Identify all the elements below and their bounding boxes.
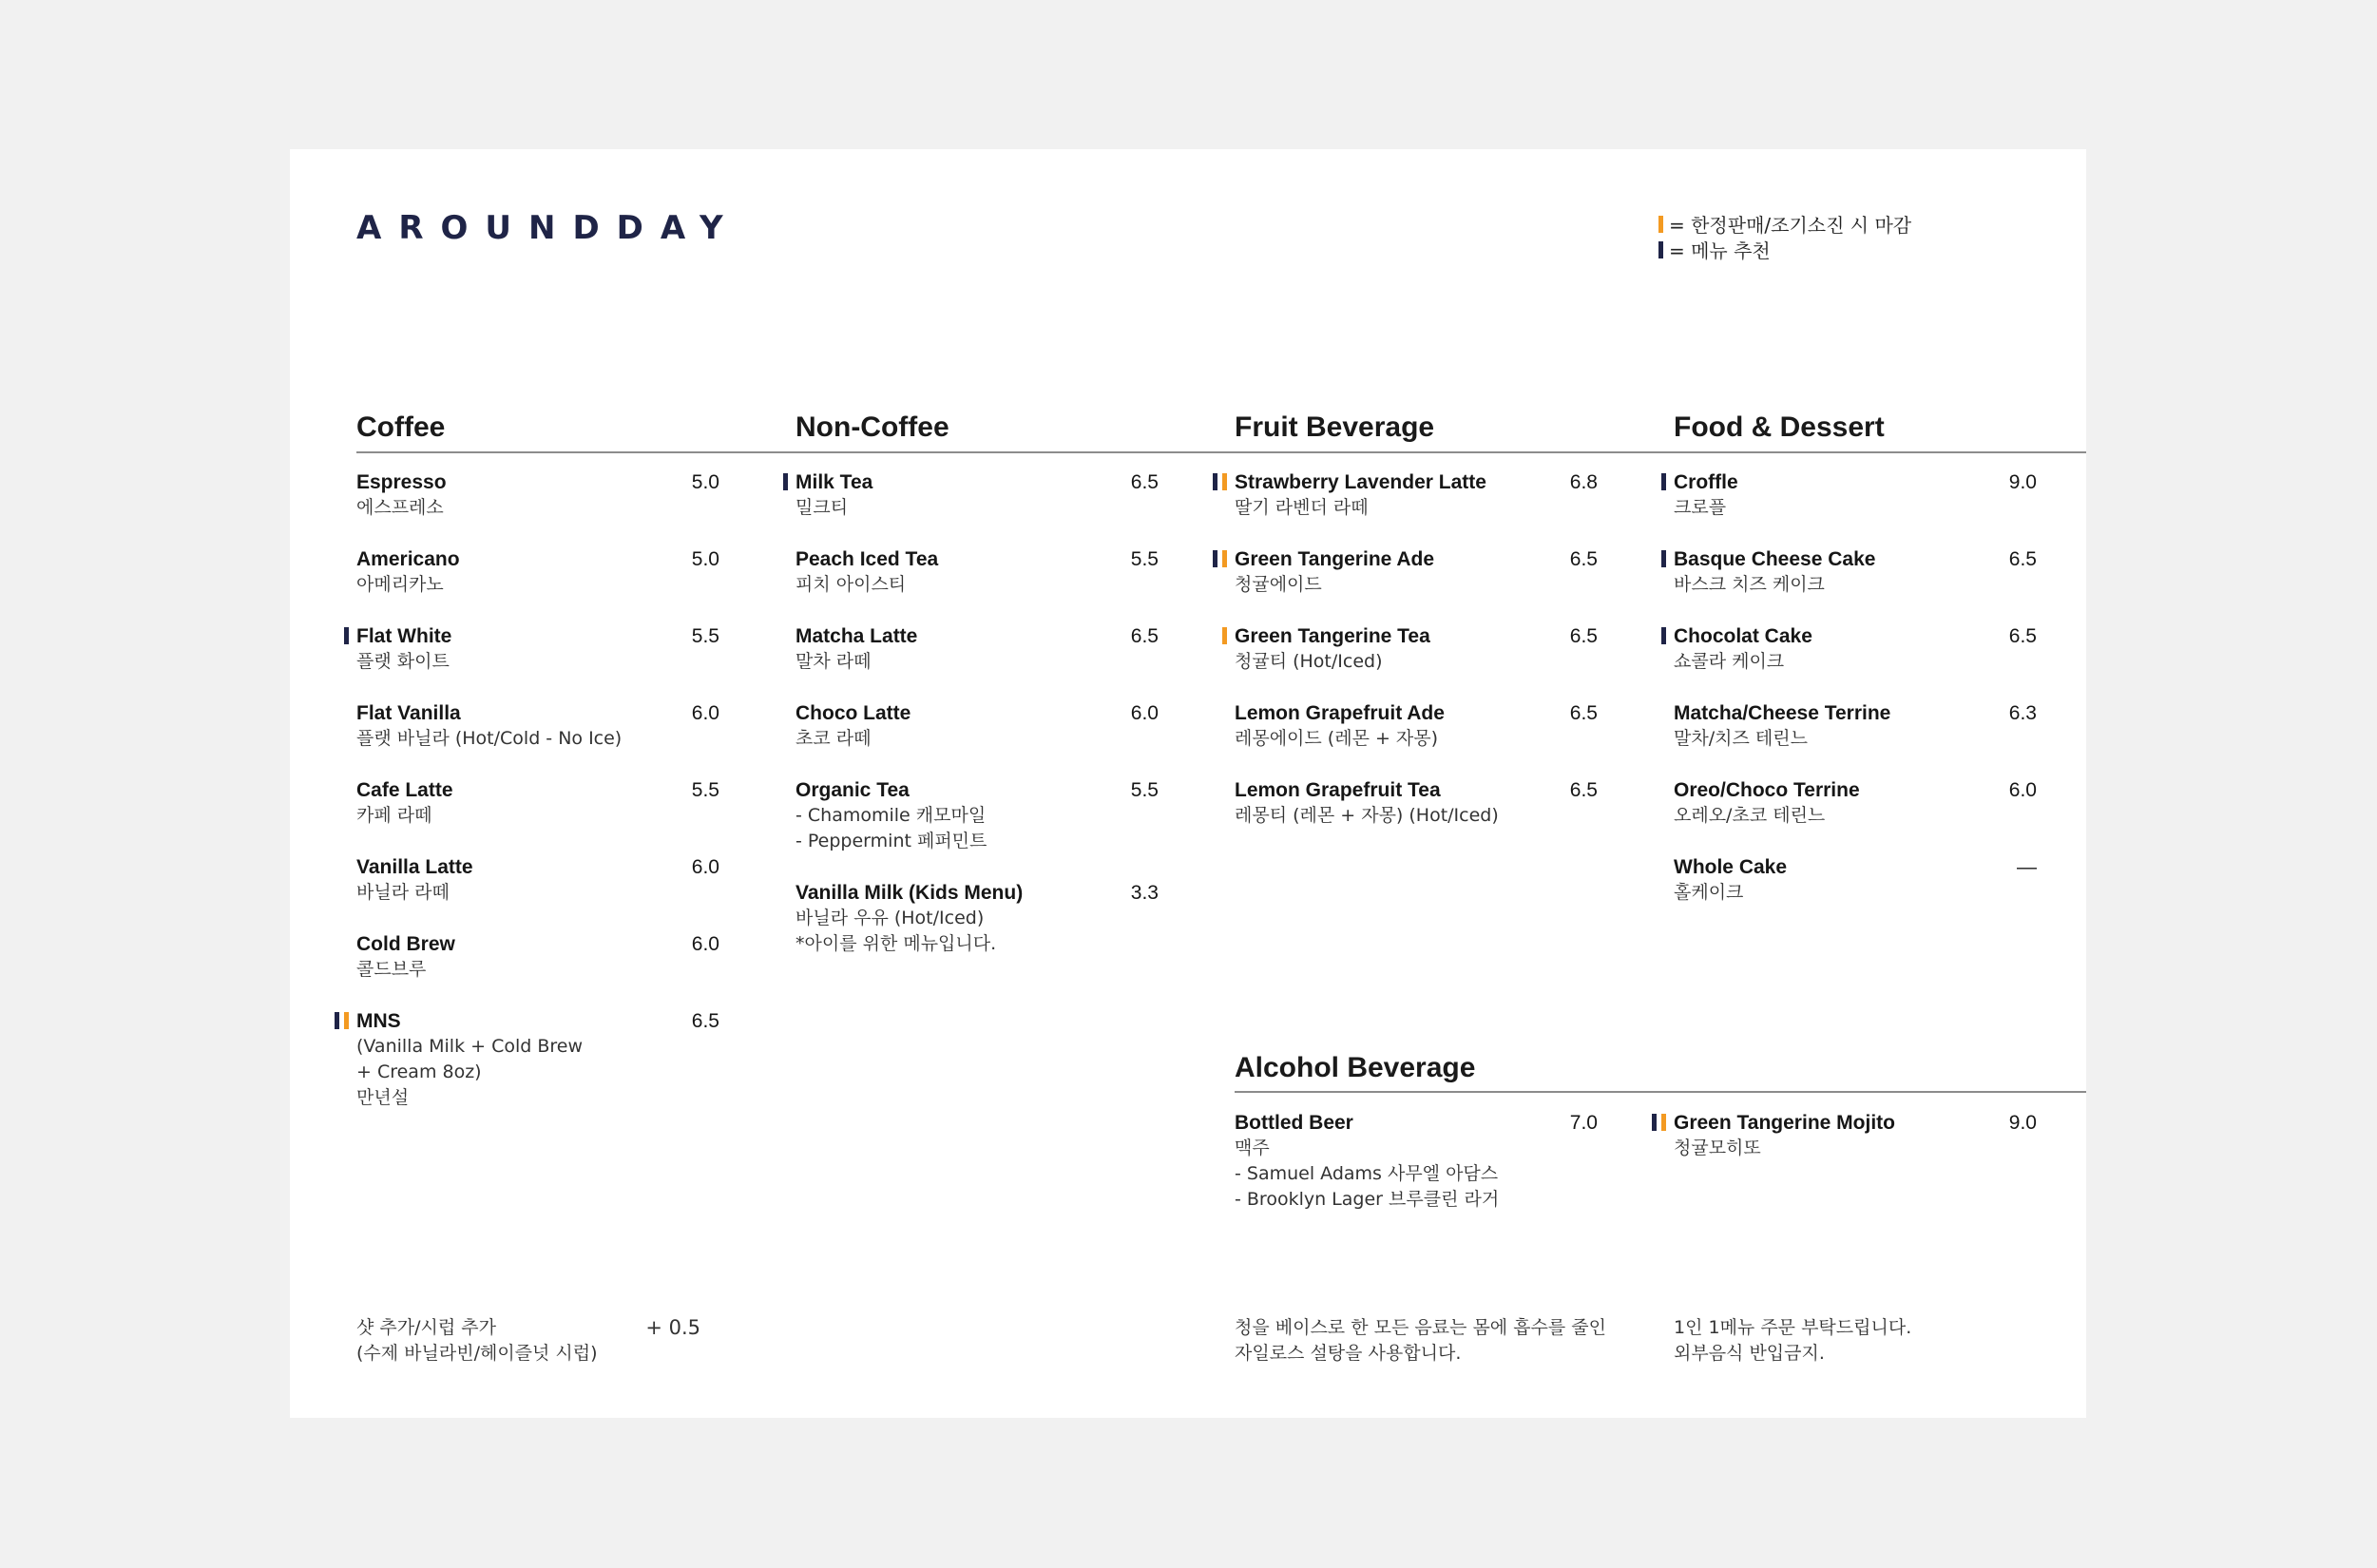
item-description: 크로플 (1674, 497, 1727, 518)
recommended-marker-icon (1661, 627, 1666, 644)
item-name: Matcha/Cheese Terrine (1674, 702, 1891, 724)
item-markers (1213, 550, 1227, 567)
section-title-food: Food & Dessert (1674, 411, 1885, 443)
item-price: 6.5 (2008, 548, 2037, 570)
item-description: 플랫 바닐라 (Hot/Cold - No Ice) (356, 728, 623, 749)
item-price: 3.3 (1130, 882, 1159, 904)
item-price: 9.0 (2008, 471, 2037, 493)
item-name: MNS (356, 1010, 401, 1032)
section-title-coffee: Coffee (356, 411, 446, 443)
item-price: 5.0 (691, 548, 719, 570)
menu-item (1235, 469, 1596, 521)
item-name: Cold Brew (356, 933, 455, 955)
section-title-fruit: Fruit Beverage (1235, 411, 1435, 443)
item-markers (1213, 473, 1227, 490)
item-description: 오레오/초코 테린느 (1674, 805, 1826, 826)
menu-item (1235, 623, 1596, 675)
item-price: 5.5 (1130, 779, 1159, 801)
recommended-marker-icon (1652, 1114, 1657, 1131)
item-name: Green Tangerine Tea (1235, 625, 1430, 647)
fruit-note (1235, 1315, 1606, 1367)
item-name: Flat Vanilla (356, 702, 461, 724)
item-description: 딸기 라벤더 라떼 (1235, 497, 1369, 518)
menu-item (356, 931, 718, 983)
menu-item (356, 700, 718, 752)
item-name: Oreo/Choco Terrine (1674, 779, 1860, 801)
menu-item (356, 469, 718, 521)
item-markers (1661, 627, 1666, 644)
item-name: Lemon Grapefruit Ade (1235, 702, 1445, 724)
menu-item (1674, 854, 2035, 906)
item-description: (Vanilla Milk + Cold Brew (356, 1036, 584, 1057)
item-markers (783, 473, 788, 490)
menu-item (1674, 469, 2035, 521)
recommended-marker-icon (1213, 550, 1217, 567)
menu-item (1235, 777, 1596, 829)
limited-marker-icon (1661, 1114, 1666, 1131)
limited-marker-icon (344, 1012, 349, 1029)
item-description: *아이를 위한 메뉴입니다. (796, 933, 997, 954)
item-name: Vanilla Latte (356, 856, 473, 878)
menu-item (1674, 700, 2035, 752)
menu-item (356, 546, 718, 598)
coffee-note-line-2: (수제 바닐라빈/헤이즐넛 시럽) (356, 1343, 598, 1364)
recommended-marker-icon (1658, 241, 1663, 258)
fruit-note-line-1: 청을 베이스로 한 모든 음료는 몸에 흡수를 줄인 (1235, 1317, 1607, 1338)
item-markers (335, 1012, 349, 1029)
item-name: Peach Iced Tea (796, 548, 939, 570)
item-markers (1222, 627, 1227, 644)
item-description: - Peppermint 페퍼민트 (796, 831, 987, 851)
recommended-marker-icon (783, 473, 788, 490)
item-description: 카페 라떼 (356, 805, 432, 826)
item-description: 만년설 (356, 1087, 410, 1108)
alcohol-divider (1235, 1091, 2086, 1093)
section-title-alcohol: Alcohol Beverage (1235, 1052, 1476, 1083)
item-price: 6.5 (2008, 625, 2037, 647)
brand-logo: AROUNDDAY (356, 209, 740, 247)
food-note (1674, 1315, 1911, 1367)
item-name: Milk Tea (796, 471, 873, 493)
item-name: Lemon Grapefruit Tea (1235, 779, 1441, 801)
item-name: Bottled Beer (1235, 1112, 1353, 1134)
item-description: - Chamomile 캐모마일 (796, 805, 987, 826)
recommended-marker-icon (344, 627, 349, 644)
item-price: 6.0 (691, 856, 719, 878)
item-description: 말차 라떼 (796, 651, 872, 672)
menu-item (796, 700, 1157, 752)
item-name: Organic Tea (796, 779, 910, 801)
menu-item (356, 854, 718, 906)
item-description: 밀크티 (796, 497, 849, 518)
food-note-line-1: 1인 1메뉴 주문 부탁드립니다. (1674, 1317, 1912, 1338)
menu-item (1235, 546, 1596, 598)
item-name: Whole Cake (1674, 856, 1788, 878)
section-divider (356, 451, 2086, 453)
item-price: 5.5 (691, 625, 719, 647)
menu-item (1674, 546, 2035, 598)
item-description: 바닐라 라떼 (356, 882, 450, 903)
limited-marker-icon (1658, 216, 1663, 233)
item-price: 6.0 (1130, 702, 1159, 724)
item-price: 6.5 (1130, 471, 1159, 493)
item-description: 초코 라떼 (796, 728, 872, 749)
item-description: 에스프레소 (356, 497, 444, 518)
menu-item (796, 469, 1157, 521)
recommended-marker-icon (1213, 473, 1217, 490)
item-price: 9.0 (2008, 1112, 2037, 1134)
food-note-line-2: 외부음식 반입금지. (1674, 1343, 1825, 1364)
section-noncoffee (796, 409, 949, 447)
item-price: 6.0 (691, 933, 719, 955)
item-description: 레몽에이드 (레몬 + 자몽) (1235, 728, 1439, 749)
item-description: 레몽티 (레몬 + 자몽) (Hot/Iced) (1235, 805, 1499, 826)
item-description: 홀케이크 (1674, 882, 1744, 903)
menu-item (356, 777, 718, 829)
item-price: 6.0 (2008, 779, 2037, 801)
item-description: - Samuel Adams 사무엘 아담스 (1235, 1163, 1499, 1184)
limited-marker-icon (1222, 473, 1227, 490)
legend-recommended-text: = 메뉴 추천 (1669, 239, 1771, 262)
recommended-marker-icon (335, 1012, 339, 1029)
item-price: 6.5 (691, 1010, 719, 1032)
legend-limited (1658, 211, 1911, 237)
menu-item (1235, 700, 1596, 752)
menu-item (796, 623, 1157, 675)
limited-marker-icon (1222, 627, 1227, 644)
item-markers (1661, 473, 1666, 490)
item-description: 아메리카노 (356, 574, 444, 595)
item-description: 청귤에이드 (1235, 574, 1322, 595)
item-name: Flat White (356, 625, 452, 647)
legend-limited-text: = 한정판매/조기소진 시 마감 (1669, 214, 1912, 237)
item-markers (1661, 550, 1666, 567)
menu-item (356, 1008, 718, 1111)
item-price: 7.0 (1569, 1112, 1598, 1134)
item-description: 콜드브루 (356, 959, 427, 980)
menu-item (1674, 1110, 2035, 1161)
item-price: 6.0 (691, 702, 719, 724)
menu-item (1674, 777, 2035, 829)
coffee-extra-price: + 0.5 (645, 1316, 700, 1339)
legend (1658, 211, 1911, 262)
item-name: Green Tangerine Mojito (1674, 1112, 1895, 1134)
item-description: 바스크 치즈 케이크 (1674, 574, 1825, 595)
item-description: 맥주 (1235, 1138, 1270, 1158)
menu-item (796, 777, 1157, 854)
legend-recommended (1658, 237, 1911, 262)
item-description: + Cream 8oz) (356, 1061, 482, 1082)
menu-item (1235, 1110, 1596, 1213)
menu-item (796, 880, 1157, 957)
fruit-note-line-2: 자일로스 설탕을 사용합니다. (1235, 1343, 1462, 1364)
item-description: - Brooklyn Lager 브루클린 라거 (1235, 1189, 1500, 1210)
section-fruit (1235, 409, 1434, 447)
menu-card (290, 149, 2086, 1418)
item-price: 5.5 (691, 779, 719, 801)
section-food (1674, 409, 1885, 447)
recommended-marker-icon (1661, 550, 1666, 567)
item-price: 5.5 (1130, 548, 1159, 570)
item-name: Americano (356, 548, 460, 570)
item-name: Basque Cheese Cake (1674, 548, 1876, 570)
section-title-noncoffee: Non-Coffee (796, 411, 949, 443)
item-name: Cafe Latte (356, 779, 453, 801)
item-price: 6.5 (1569, 779, 1598, 801)
item-name: Strawberry Lavender Latte (1235, 471, 1486, 493)
menu-item (796, 546, 1157, 598)
item-description: 플랫 화이트 (356, 651, 450, 672)
item-description: 피치 아이스티 (796, 574, 907, 595)
item-price: 6.5 (1569, 702, 1598, 724)
item-price: 6.5 (1130, 625, 1159, 647)
recommended-marker-icon (1661, 473, 1666, 490)
item-markers (1652, 1114, 1666, 1131)
item-name: Choco Latte (796, 702, 911, 724)
limited-marker-icon (1222, 550, 1227, 567)
item-price: — (2017, 856, 2037, 878)
item-name: Croffle (1674, 471, 1738, 493)
item-name: Matcha Latte (796, 625, 918, 647)
item-name: Vanilla Milk (Kids Menu) (796, 882, 1024, 904)
item-description: 바닐라 우유 (Hot/Iced) (796, 908, 985, 928)
item-name: Espresso (356, 471, 447, 493)
item-description: 쇼콜라 케이크 (1674, 651, 1785, 672)
item-description: 청귤모히또 (1674, 1138, 1761, 1158)
coffee-note-line-1: 샷 추가/시럽 추가 (356, 1317, 496, 1338)
item-price: 6.5 (1569, 625, 1598, 647)
item-price: 5.0 (691, 471, 719, 493)
item-price: 6.8 (1569, 471, 1598, 493)
section-coffee (356, 409, 445, 447)
item-name: Green Tangerine Ade (1235, 548, 1435, 570)
item-price: 6.5 (1569, 548, 1598, 570)
item-markers (344, 627, 349, 644)
menu-item (356, 623, 718, 675)
item-description: 말차/치즈 테린느 (1674, 728, 1808, 749)
item-price: 6.3 (2008, 702, 2037, 724)
item-name: Chocolat Cake (1674, 625, 1812, 647)
section-alcohol (1235, 1049, 1475, 1087)
item-description: 청귤티 (Hot/Iced) (1235, 651, 1383, 672)
coffee-extra-note (356, 1315, 598, 1367)
menu-item (1674, 623, 2035, 675)
